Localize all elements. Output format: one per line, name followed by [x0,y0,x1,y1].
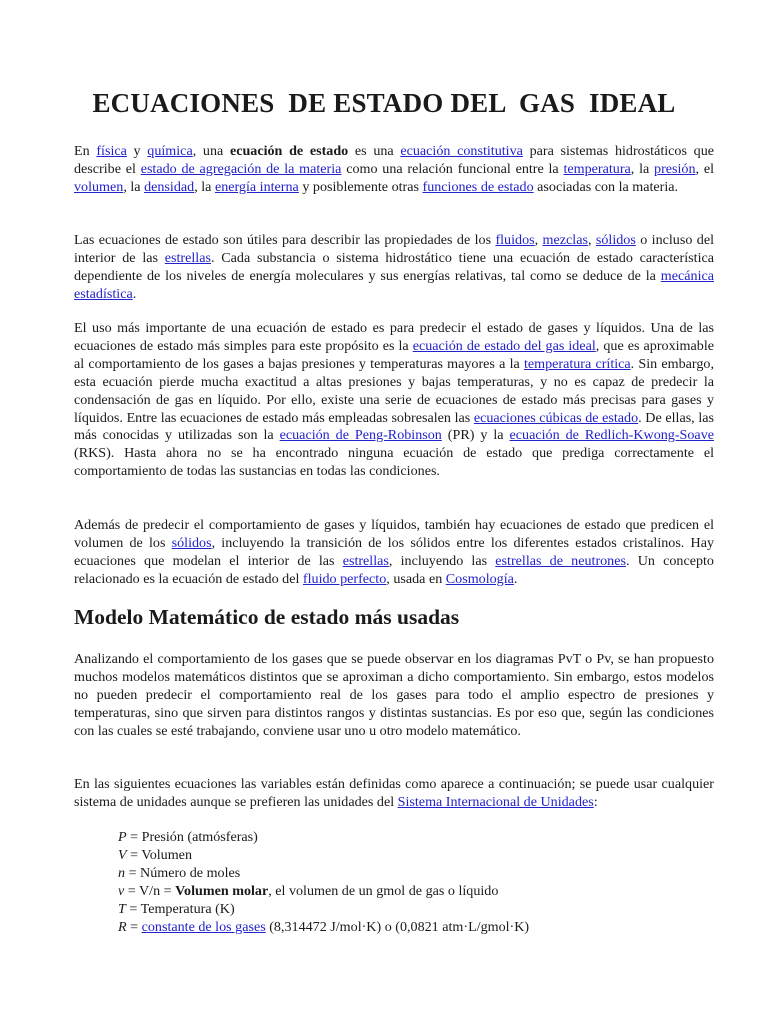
text: = Presión (atmósferas) [126,829,258,845]
symbol: T [118,900,126,917]
link-solidos-2[interactable]: sólidos [171,534,212,551]
link-redlich-kwong-soave[interactable]: ecuación de Redlich-Kwong-Soave [509,427,714,444]
link-fluido-perfecto[interactable]: fluido perfecto [302,570,387,587]
symbol: P [118,829,127,845]
definition-temperature [118,901,529,919]
text: = V/n = [124,882,176,899]
link-peng-robinson[interactable]: ecuación de Peng-Robinson [279,427,442,444]
text: para sistemas hidrostáticos que describe el [74,143,714,177]
link-cosmologia[interactable]: Cosmología [445,570,514,587]
definition-volume [118,847,529,865]
link-fisica[interactable]: física [96,143,127,159]
link-funciones-estado[interactable]: funciones de estado [422,178,534,195]
text: , usada en [386,570,446,587]
text: y [126,143,148,159]
models-paragraph: Analizando el comportamiento de los gases que se puede observar en los diagramas PvT o Pv, se han propuesto muchos modelos matemáticos distintos que se aproximan a dicho comportamiento. Sin embargo, estos modelos no pueden predecir el comportamiento real de los gases para todo el amplio espectro de presiones y temperaturas, sino que sirven para distintos rangos y distintas sustancias. Es por eso que, según las condiciones con las cuales se esté trabajando, conviene usar uno u otro modelo matemático. [74,651,714,739]
link-mezclas[interactable]: mezclas [542,232,588,248]
text: . Sin embargo, esta ecuación pierde mucha exactitud a altas presiones y bajas temperaturas, y no es capaz de predecir la condensación de gas en líquido. Por ello, existe una serie de ecuaciones de estado más precisas para gases y líquidos. Entre las ecuaciones de estado más empleadas sobresalen las [74,355,714,426]
text: , la [630,160,655,177]
link-gas-ideal[interactable]: ecuación de estado del gas ideal [412,337,596,354]
link-ecuacion-constitutiva[interactable]: ecuación constitutiva [400,143,523,159]
text: , incluyendo la transición de los sólidos entre los diferentes estados cristalinos. Hay ecuaciones que modelan el interior de las [74,534,714,569]
text: Además de predecir el comportamiento de gases y líquidos, también hay ecuaciones de estado que predicen el volumen de los [74,517,714,551]
text: (PR) y la [441,427,510,444]
usefulness-paragraph [74,232,714,304]
text: , una [192,143,230,159]
solids-paragraph [74,517,714,589]
text: asociadas con la materia. [533,178,679,195]
text: En [74,143,97,159]
text: (RKS). Hasta ahora no se ha encontrado ninguna ecuación de estado que prediga correctamente el comportamiento de todas las sustancias en todas las condiciones. [74,445,714,480]
text: , incluyendo las [388,552,496,569]
importance-paragraph [74,320,714,481]
text: y posiblemente otras [298,178,423,195]
text: . De ellas, las más conocidas y utilizadas son la [74,409,714,444]
text: , que es aproximable al comportamiento de los gases a bajas presiones y temperaturas mayores a la [74,337,714,372]
variables-intro-paragraph [74,776,714,812]
text: . Cada substancia o sistema hidrostático tiene una ecuación de estado característica dependiente de los niveles de energía moleculares y sus energías relativas, tal como se deduce de la [74,249,714,284]
link-energia-interna[interactable]: energía interna [214,178,299,195]
text: El uso más importante de una ecuación de estado es para predecir el estado de gases y líquidos. Una de las ecuaciones de estado más simples para este propósito es la [74,320,714,354]
bold-term: Volumen molar [175,882,269,899]
link-sistema-internacional[interactable]: Sistema Internacional de Unidades [397,793,594,810]
text: , la [194,178,215,195]
text: . [513,570,518,587]
section-heading: Modelo Matemático de estado más usadas [74,605,460,629]
definition-moles [118,865,529,883]
text: , la [123,178,145,195]
text: Las ecuaciones de estado son útiles para describir las propiedades de los [74,232,496,248]
text: es una [348,143,401,159]
document-title: ECUACIONES DE ESTADO DEL GAS IDEAL [92,88,676,118]
definition-gas-constant [118,919,529,937]
bold-term: ecuación de estado [229,143,349,159]
symbol: v [118,882,125,899]
text: , el volumen de un gmol de gas o líquido [268,882,499,899]
link-solidos[interactable]: sólidos [595,232,636,248]
link-presion[interactable]: presión [654,160,696,177]
text: . [132,285,137,302]
link-fluidos[interactable]: fluidos [495,232,535,248]
link-estrellas-2[interactable]: estrellas [342,552,389,569]
text: = Volumen [126,846,192,863]
text: , [534,232,543,248]
text: . Un concepto relacionado es la ecuación de estado del [74,552,714,587]
link-quimica[interactable]: química [147,143,193,159]
text: (8,314472 J/mol·K) o (0,0821 atm·L/gmol·K) [265,918,530,935]
intro-paragraph [74,143,714,197]
text: = [126,918,142,935]
link-estrellas[interactable]: estrellas [164,249,211,266]
text: En las siguientes ecuaciones las variables están definidas como aparece a continuación; se puede usar cualquier sistema de unidades aunque se prefieren las unidades del [74,776,714,810]
text: : [593,793,598,810]
link-ecuaciones-cubicas[interactable]: ecuaciones cúbicas de estado [473,409,639,426]
link-estado-agregacion[interactable]: estado de agregación de la materia [140,160,342,177]
text: o incluso del interior de las [74,232,715,266]
definition-molar-volume [118,883,529,901]
symbol: n [118,864,126,881]
link-mecanica-estadistica[interactable]: mecánica estadística [74,267,714,302]
text: = Número de moles [125,864,241,881]
symbol: R [118,918,127,935]
definition-pressure [118,829,529,847]
link-volumen[interactable]: volumen [74,178,124,195]
text: , el [695,160,714,177]
link-densidad[interactable]: densidad [144,178,195,195]
text: , [587,232,596,248]
link-constante-gases[interactable]: constante de los gases [141,918,266,935]
text: = Temperatura (K) [125,900,235,917]
symbol: V [118,846,127,863]
link-temperatura[interactable]: temperatura [563,160,631,177]
link-estrellas-neutrones[interactable]: estrellas de neutrones [495,552,626,569]
variable-definitions-list [118,829,529,936]
link-temperatura-critica[interactable]: temperatura crítica [523,355,631,372]
text: como una relación funcional entre la [341,160,564,177]
